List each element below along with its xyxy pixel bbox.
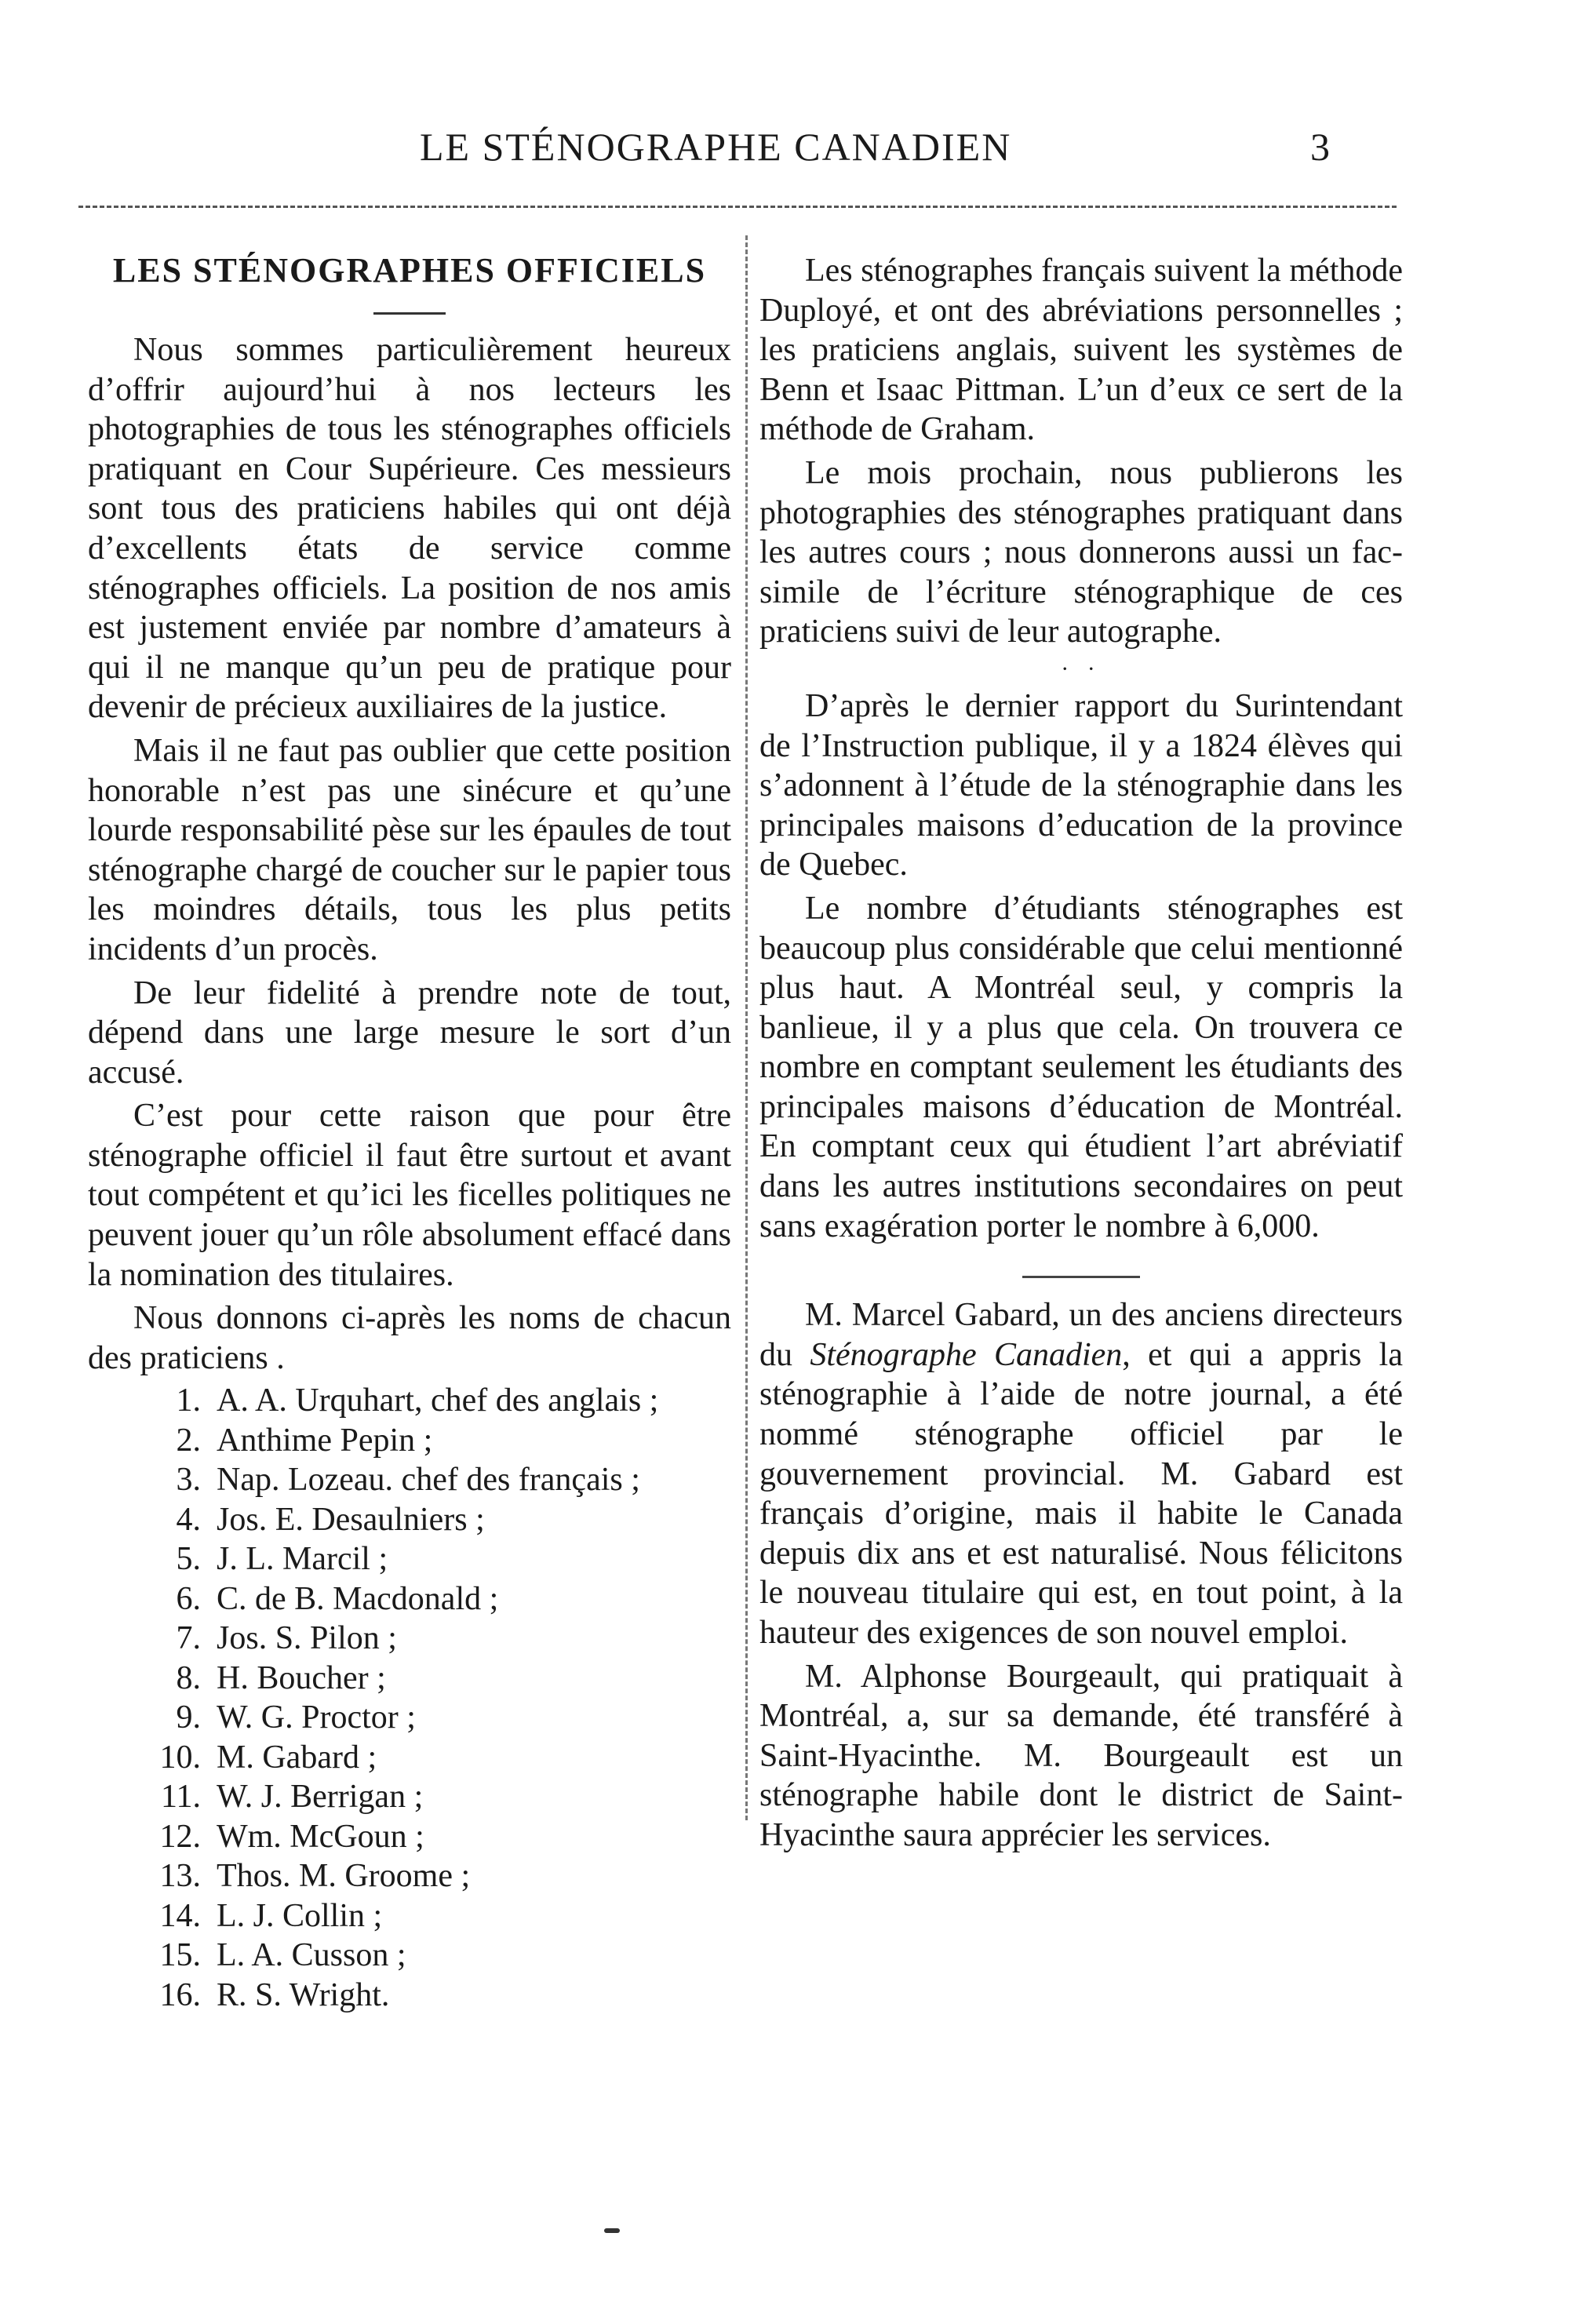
list-text: W. J. Berrigan ; <box>217 1779 424 1816</box>
list-item <box>144 1896 731 1936</box>
right-column <box>759 251 1403 1856</box>
list-number: 16. <box>159 1976 201 2013</box>
list-number: 5. <box>176 1541 201 1578</box>
paragraph: Nous sommes particulièrement heureux d’offrir aujourd’hui à nos lecteurs les photographies de tous les sténographes officiels pratiquant en Cour Supérieure. Ces messieurs sont tous des praticiens habiles qui ont déjà d’excellents états de service comme sténographes officiels. La position de nos amis est justement enviée par nombre d’amateurs à qui il ne manque qu’un peu de pratique pour devenir de précieux auxiliaires de la justice. <box>88 332 731 726</box>
list-number: 14. <box>159 1897 201 1934</box>
list-number: 11. <box>161 1779 201 1816</box>
running-head: LE STÉNOGRAPHE CANADIEN <box>420 125 1012 169</box>
list-item <box>144 1698 731 1738</box>
list-text: C. de B. Macdonald ; <box>217 1580 499 1617</box>
list-text: A. A. Urquhart, chef des anglais ; <box>217 1382 659 1419</box>
list-text: Thos. M. Groome ; <box>217 1858 471 1895</box>
paragraph: D’après le dernier rapport du Surintendant de l’Instruction publique, il y a 1824 élèves qui s’adonnent à l’étude de la sténographie dans les principales maisons d’education de la province de Quebec. <box>759 687 1403 883</box>
list-text: M. Gabard ; <box>217 1739 377 1776</box>
dotted-separator: · · <box>1061 655 1102 682</box>
list-number: 4. <box>176 1501 201 1538</box>
list-item <box>144 1659 731 1699</box>
list-number: 9. <box>176 1699 201 1736</box>
list-item <box>144 1976 731 2016</box>
list-item <box>144 1500 731 1540</box>
list-text: L. J. Collin ; <box>217 1897 383 1934</box>
list-text: Anthime Pepin ; <box>217 1422 433 1459</box>
section-rule <box>1022 1276 1140 1278</box>
list-number: 7. <box>176 1620 201 1657</box>
list-item <box>144 1936 731 1976</box>
list-item <box>144 1421 731 1461</box>
paragraph-text: M. Marcel Gabard, un des anciens directeurs du <box>759 1297 1403 1373</box>
printer-mark <box>604 2228 620 2233</box>
praticiens-list <box>88 1381 731 2015</box>
paragraph: Nous donnons ci-après les noms de chacun des praticiens . <box>88 1300 731 1376</box>
list-item <box>144 1619 731 1659</box>
paragraph: De leur fidelité à prendre note de tout, dépend dans une large mesure le sort d’un accusé. <box>88 974 731 1091</box>
list-text: Nap. Lozeau. chef des français ; <box>217 1462 640 1499</box>
list-item <box>144 1738 731 1778</box>
paragraph: Les sténographes français suivent la méthode Duployé, et ont des abréviations personnelles ; les praticiens anglais, suivent les systèmes de Benn et Isaac Pittman. L’un d’eux ce sert de la méthode de Graham. <box>759 253 1403 448</box>
list-item <box>144 1777 731 1817</box>
title-rule <box>373 312 446 315</box>
list-item <box>144 1579 731 1619</box>
list-number: 15. <box>159 1937 201 1974</box>
list-number: 12. <box>159 1818 201 1855</box>
header-rule <box>78 206 1397 208</box>
list-item <box>144 1817 731 1857</box>
column-separator <box>745 235 748 1820</box>
paragraph <box>759 1295 1403 1652</box>
list-item <box>144 1381 731 1421</box>
list-text: J. L. Marcil ; <box>217 1541 388 1578</box>
paragraph: Mais il ne faut pas oublier que cette position honorable n’est pas une sinécure et qu’une lourde responsabilité pèse sur les épaules de tout sténographe chargé de coucher sur le papier tous les moindres détails, tous les plus petits incidents d’un procès. <box>88 732 731 967</box>
list-number: 6. <box>176 1580 201 1617</box>
journal-title: Sténographe Canadien <box>810 1336 1123 1373</box>
list-number: 1. <box>176 1382 201 1419</box>
list-text: Jos. S. Pilon ; <box>217 1620 397 1657</box>
list-text: R. S. Wright. <box>217 1976 390 2013</box>
list-text: Wm. McGoun ; <box>217 1818 424 1855</box>
paragraph-text: , et qui a appris la sténographie à l’aide de notre journal, a été nommé sténographe officiel par le gouvernement provincial. M. Gabard est français d’origine, mais il habite le Canada depuis dix ans et est naturalisé. Nous félicitons le nouveau titulaire qui est, en tout point, à la hauteur des exigences de son nouvel emploi. <box>759 1336 1403 1651</box>
page-number: 3 <box>1310 125 1330 169</box>
list-item <box>144 1460 731 1500</box>
list-text: W. G. Proctor ; <box>217 1699 416 1736</box>
list-text: L. A. Cusson ; <box>217 1937 406 1974</box>
list-number: 8. <box>176 1659 201 1696</box>
list-text: H. Boucher ; <box>217 1659 386 1696</box>
list-number: 10. <box>159 1739 201 1776</box>
list-number: 3. <box>176 1462 201 1499</box>
paragraph: Le nombre d’étudiants sténographes est beaucoup plus considérable que celui mentionné plus haut. A Montréal seul, y compris la banlieue, il y a plus que cela. On trouvera ce nombre en comptant seulement les étudiants des principales maisons d’éducation de Montréal. En comptant ceux qui étudient l’art abréviatif dans les autres institutions secondaires on peut sans exagération porter le nombre à 6,000. <box>759 890 1403 1244</box>
list-item <box>144 1539 731 1579</box>
list-text: Jos. E. Desaulniers ; <box>217 1501 485 1538</box>
section-title: LES STÉNOGRAPHES OFFICIELS <box>112 251 707 290</box>
left-column <box>88 251 731 2015</box>
list-number: 2. <box>176 1422 201 1459</box>
list-number: 13. <box>159 1858 201 1895</box>
paragraph: M. Alphonse Bourgeault, qui pratiquait à Montréal, a, sur sa demande, été transféré à Saint-Hyacinthe. M. Bourgeault est un sténographe habile dont le district de Saint-Hyacinthe saura apprécier les services. <box>759 1658 1403 1853</box>
paragraph: C’est pour cette raison que pour être sténographe officiel il faut être surtout et avant tout compétent et qu’ici les ficelles politiques ne peuvent jouer qu’un rôle absolument effacé dans la nomination des titulaires. <box>88 1098 731 1293</box>
list-item <box>144 1856 731 1896</box>
paragraph: Le mois prochain, nous publierons les photographies des sténographes pratiquant dans les autres cours ; nous donnerons aussi un fac-simile de l’écriture sténographique de ces praticiens suivi de leur autographe. <box>759 454 1403 650</box>
